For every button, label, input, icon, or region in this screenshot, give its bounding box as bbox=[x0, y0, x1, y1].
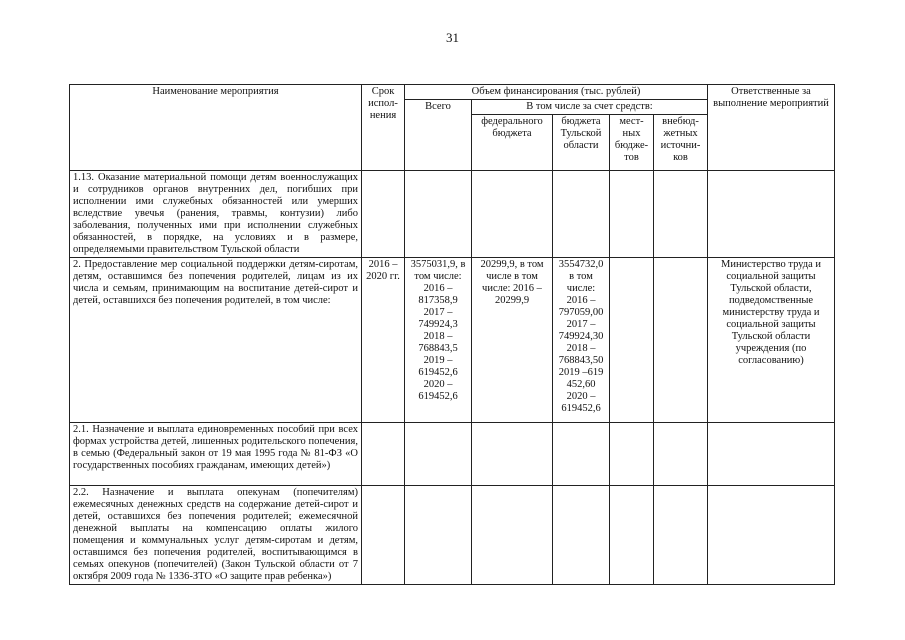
row-term bbox=[362, 423, 405, 486]
header-federal: федерального бюджета bbox=[472, 115, 553, 171]
row-offbudget bbox=[654, 258, 708, 423]
row-local bbox=[610, 486, 654, 585]
row-local bbox=[610, 258, 654, 423]
row-offbudget bbox=[654, 486, 708, 585]
row-term: 2016 – 2020 гг. bbox=[362, 258, 405, 423]
row-offbudget bbox=[654, 423, 708, 486]
header-regional: бюджета Тульской области bbox=[553, 115, 610, 171]
row-federal bbox=[472, 423, 553, 486]
header-term: Срок испол-нения bbox=[362, 85, 405, 171]
row-federal bbox=[472, 486, 553, 585]
row-term bbox=[362, 171, 405, 258]
row-responsible bbox=[708, 423, 835, 486]
header-name: Наименование мероприятия bbox=[70, 85, 362, 171]
row-offbudget bbox=[654, 171, 708, 258]
row-local bbox=[610, 423, 654, 486]
table-row bbox=[70, 171, 835, 258]
header-funding: Объем финансирования (тыс. рублей) bbox=[405, 85, 708, 100]
row-name: 2. Предоставление мер социальной поддержки детям-сиротам, детям, оставшимся без попечения родителей, лицам из их числа и семьям, принимающим на воспитание детей-сирот и детей, оставшихся без попечения родителей, в том числе: bbox=[70, 258, 362, 423]
row-name: 2.2. Назначение и выплата опекунам (попечителям) ежемесячных денежных средств на содержание детей-сирот и детей, оставшихся без попечения родителей; ежемесячной денежной выплаты на компенсацию оплаты жилого помещения и коммунальных услуг детям-сиротам и детям, оставшимся без попечения родителей, воспитывающимся в семьях опекунов (попечителей) (Закон Тульской области от 7 октября 2009 года № 1336-ЗТО «О защите прав ребенка») bbox=[70, 486, 362, 585]
row-regional bbox=[553, 486, 610, 585]
row-total: 3575031,9, в том числе: 2016 – 817358,9 2017 – 749924,3 2018 – 768843,5 2019 – 619452,6 2020 – 619452,6 bbox=[405, 258, 472, 423]
row-responsible: Министерство труда и социальной защиты Тульской области, подведомственные министерству труда и социальной защиты Тульской области учреждения (по согласованию) bbox=[708, 258, 835, 423]
row-regional bbox=[553, 171, 610, 258]
header-responsible: Ответственные за выполнение мероприятий bbox=[708, 85, 835, 171]
row-responsible bbox=[708, 171, 835, 258]
row-local bbox=[610, 171, 654, 258]
row-regional: 3554732,0 в том числе: 2016 – 797059,00 2017 – 749924,30 2018 – 768843,50 2019 –619 452,60 2020 – 619452,6 bbox=[553, 258, 610, 423]
row-total bbox=[405, 423, 472, 486]
page-number: 31 bbox=[446, 30, 459, 45]
header-total: Всего bbox=[405, 100, 472, 171]
row-federal: 20299,9, в том числе в том числе: 2016 – 20299,9 bbox=[472, 258, 553, 423]
table-row bbox=[70, 258, 835, 423]
row-total bbox=[405, 486, 472, 585]
table-row bbox=[70, 486, 835, 585]
header-row-1 bbox=[70, 85, 835, 100]
row-regional bbox=[553, 423, 610, 486]
row-responsible bbox=[708, 486, 835, 585]
measures-table bbox=[69, 84, 835, 585]
header-including: В том числе за счет средств: bbox=[472, 100, 708, 115]
header-local: мест-ных бюдже-тов bbox=[610, 115, 654, 171]
row-term bbox=[362, 486, 405, 585]
row-name: 2.1. Назначение и выплата единовременных пособий при всех формах устройства детей, лишенных родительского попечения, в семью (Федеральный закон от 19 мая 1995 года № 81-ФЗ «О государственных пособиях гражданам, имеющих детей») bbox=[70, 423, 362, 486]
row-name: 1.13. Оказание материальной помощи детям военнослужащих и сотрудников органов внутренних дел, погибших при исполнении ими служебных обязанностей или умерших вследствие увечья (ранения, травмы, контузии) либо заболевания, полученных ими при исполнении служебных обязанностей, в порядке, на условиях и в размере, определяемыми правительством Тульской области bbox=[70, 171, 362, 258]
row-federal bbox=[472, 171, 553, 258]
header-offbudget: внебюд-жетных источни-ков bbox=[654, 115, 708, 171]
row-total bbox=[405, 171, 472, 258]
table-row bbox=[70, 423, 835, 486]
